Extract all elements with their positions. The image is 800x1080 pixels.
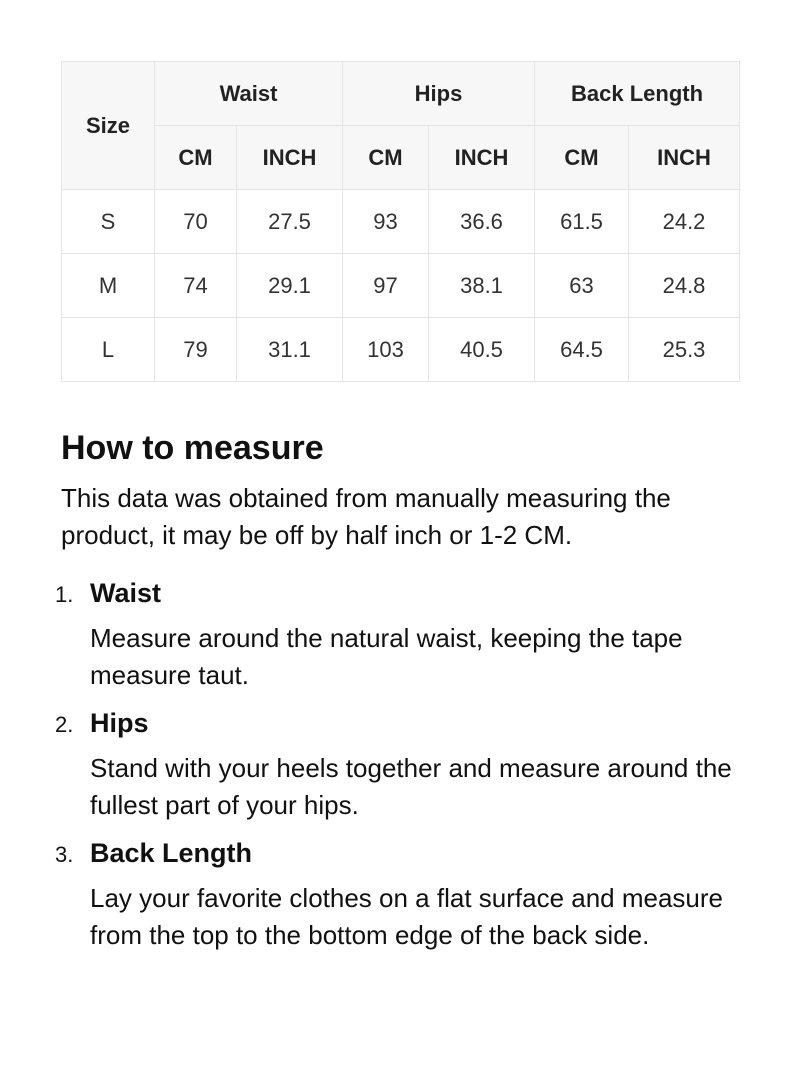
table-cell: 40.5 [429, 318, 535, 382]
table-cell: 38.1 [429, 254, 535, 318]
table-cell: 31.1 [237, 318, 343, 382]
table-cell: 103 [343, 318, 429, 382]
table-cell: 97 [343, 254, 429, 318]
measure-steps-list [55, 576, 751, 954]
step-description: Stand with your heels together and measure around the fullest part of your hips. [90, 753, 732, 820]
table-cell: 93 [343, 190, 429, 254]
table-header [62, 62, 740, 190]
table-cell: 74 [155, 254, 237, 318]
table-cell: 36.6 [429, 190, 535, 254]
measure-step-hips [55, 706, 751, 824]
measure-guide [55, 420, 751, 966]
step-title: Hips [90, 708, 149, 738]
table-cell: 24.8 [629, 254, 740, 318]
header-size: Size [62, 62, 155, 190]
step-number: 2. [55, 712, 74, 737]
table-cell-size: S [62, 190, 155, 254]
header-row-groups [62, 62, 740, 126]
header-unit: CM [535, 126, 629, 190]
table-cell: 70 [155, 190, 237, 254]
table-cell-size: M [62, 254, 155, 318]
header-unit: CM [155, 126, 237, 190]
size-table [61, 61, 740, 382]
header-unit: INCH [237, 126, 343, 190]
table-row [62, 254, 740, 318]
guide-heading: How to measure [61, 429, 324, 467]
guide-intro: This data was obtained from manually measuring the product, it may be off by half inch or 1-2 CM. [61, 483, 671, 550]
step-description: Lay your favorite clothes on a flat surface and measure from the top to the bottom edge of the back side. [90, 883, 724, 950]
header-unit: INCH [429, 126, 535, 190]
table-cell: 27.5 [237, 190, 343, 254]
header-row-units [62, 126, 740, 190]
table-cell: 64.5 [535, 318, 629, 382]
table-cell: 61.5 [535, 190, 629, 254]
table-cell-size: L [62, 318, 155, 382]
header-group-back-length: Back Length [535, 62, 740, 126]
table-cell: 24.2 [629, 190, 740, 254]
header-unit: CM [343, 126, 429, 190]
step-number: 1. [55, 582, 74, 607]
measure-step-back-length [55, 836, 751, 954]
step-number: 3. [55, 842, 74, 867]
step-title: Back Length [90, 838, 253, 868]
table-cell: 25.3 [629, 318, 740, 382]
header-unit: INCH [629, 126, 740, 190]
measure-step-waist [55, 576, 751, 694]
table-row [62, 190, 740, 254]
step-title: Waist [90, 578, 162, 608]
table-body [62, 190, 740, 382]
table-row [62, 318, 740, 382]
header-group-hips: Hips [343, 62, 535, 126]
table-cell: 63 [535, 254, 629, 318]
table-cell: 29.1 [237, 254, 343, 318]
header-group-waist: Waist [155, 62, 343, 126]
step-description: Measure around the natural waist, keeping the tape measure taut. [90, 623, 683, 690]
table-cell: 79 [155, 318, 237, 382]
